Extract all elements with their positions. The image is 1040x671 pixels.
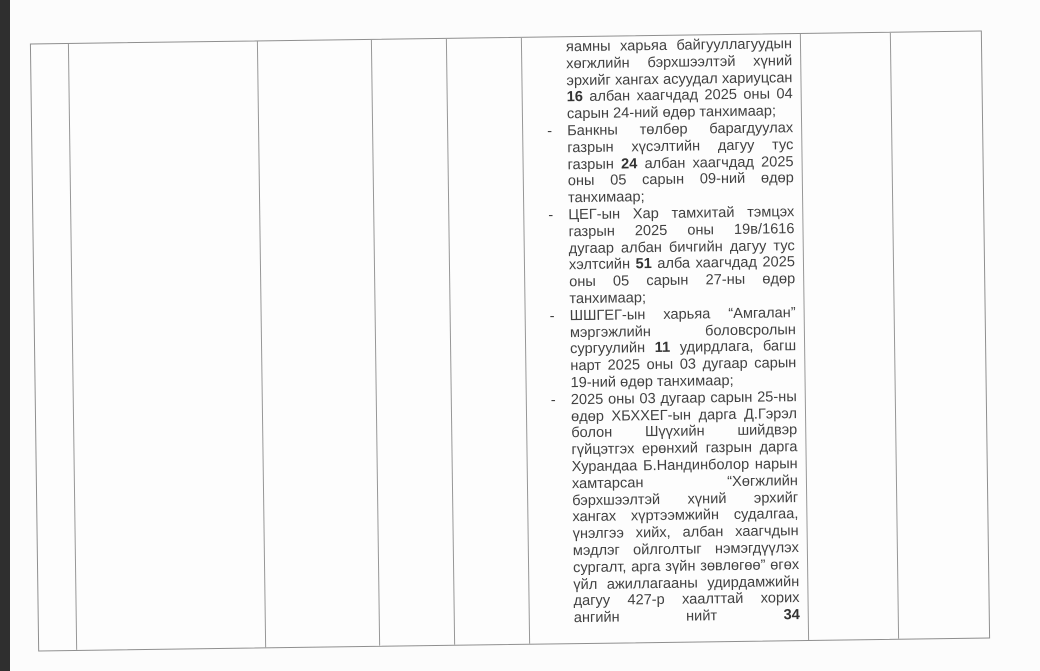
activity-text: Банкны төлбөр барагдуулах газрын хүсэлтийн дагуу тус газрын xyxy=(567,120,794,173)
scan-dark-edge xyxy=(0,0,10,671)
table-cell-activities xyxy=(522,34,809,644)
activity-item xyxy=(526,305,797,393)
bullet-dash: - xyxy=(547,123,553,140)
activity-text: албан хаагчдад 2025 оны 04 сарын 24-ний өдөр танхимаар; xyxy=(566,86,793,123)
activity-count-bold: 34 xyxy=(783,607,800,624)
activity-text: албан хаагчдад 2025 оны 05 сарын 09-ний өдөр танхимаар; xyxy=(567,153,794,207)
activity-item xyxy=(523,120,794,208)
bullet-dash: - xyxy=(549,308,555,325)
report-table xyxy=(30,31,990,652)
activity-list xyxy=(522,36,800,628)
table-cell-col2-empty xyxy=(69,41,266,650)
bullet-dash: - xyxy=(548,207,554,224)
table-cell-col8-empty xyxy=(891,32,989,639)
activity-text: яамны харьяа байгууллагуудын хөгжлийн бэрхшээлтэй хүний эрхийг хангах асуудал хариуцсан xyxy=(565,36,793,89)
activity-text: ШШГЕГ-ын харьяа “Амгалан” мэргэжлийн боловсролын сургуулийн xyxy=(569,304,796,358)
activity-count-bold: 16 xyxy=(566,89,584,106)
activity-item xyxy=(527,389,800,628)
activity-item xyxy=(524,204,795,308)
bullet-dash: - xyxy=(550,392,556,409)
activity-count-bold: 11 xyxy=(654,340,671,357)
activity-count-bold: 24 xyxy=(620,155,638,173)
activity-count-bold: 51 xyxy=(635,256,652,273)
activity-text: удирдлага, багш нарт 2025 оны 03 дугаар сарын 19-ний өдөр танхимаар; xyxy=(570,338,797,392)
activity-text: алба хаагчдад 2025 оны 05 сарын 27-ны өдөр танхимаар; xyxy=(569,254,796,308)
table-cell-col7-empty xyxy=(801,33,899,640)
table-cell-col3-empty xyxy=(258,40,380,647)
table-cell-col4-empty xyxy=(372,39,455,646)
table-cell-col5-empty xyxy=(447,38,530,645)
activity-text: ЦЕГ-ын Хар тамхитай тэмцэх газрын 2025 оны 19в/1616 дугаар албан бичгийн дагуу тус хэлтсийн xyxy=(568,204,795,274)
activity-text: 2025 оны 03 дугаар сарын 25-ны өдөр ХБХХЕГ-ын дарга Д.Гэрэл болон Шүүхийн шийдвэр гүйцэтгэх ерөнхий газрын дарга Хурандаа Б.Нандинболор нарын хамтарсан “Хөгжлийн бэрхшээлтэй хүний эрхийг хангах хүртээмжийн судалгаа, үнэлгээ хийх, албан хаагчдын мэдлэг ойлголтыг нэмэгдүүлэх сургалт, арга зүйн зөвлөгөө” өгөх үйл ажиллагааны удирдамжийн дагуу 427-р хаалттай хорих ангийн нийт xyxy=(570,388,800,627)
activity-item xyxy=(522,36,793,124)
